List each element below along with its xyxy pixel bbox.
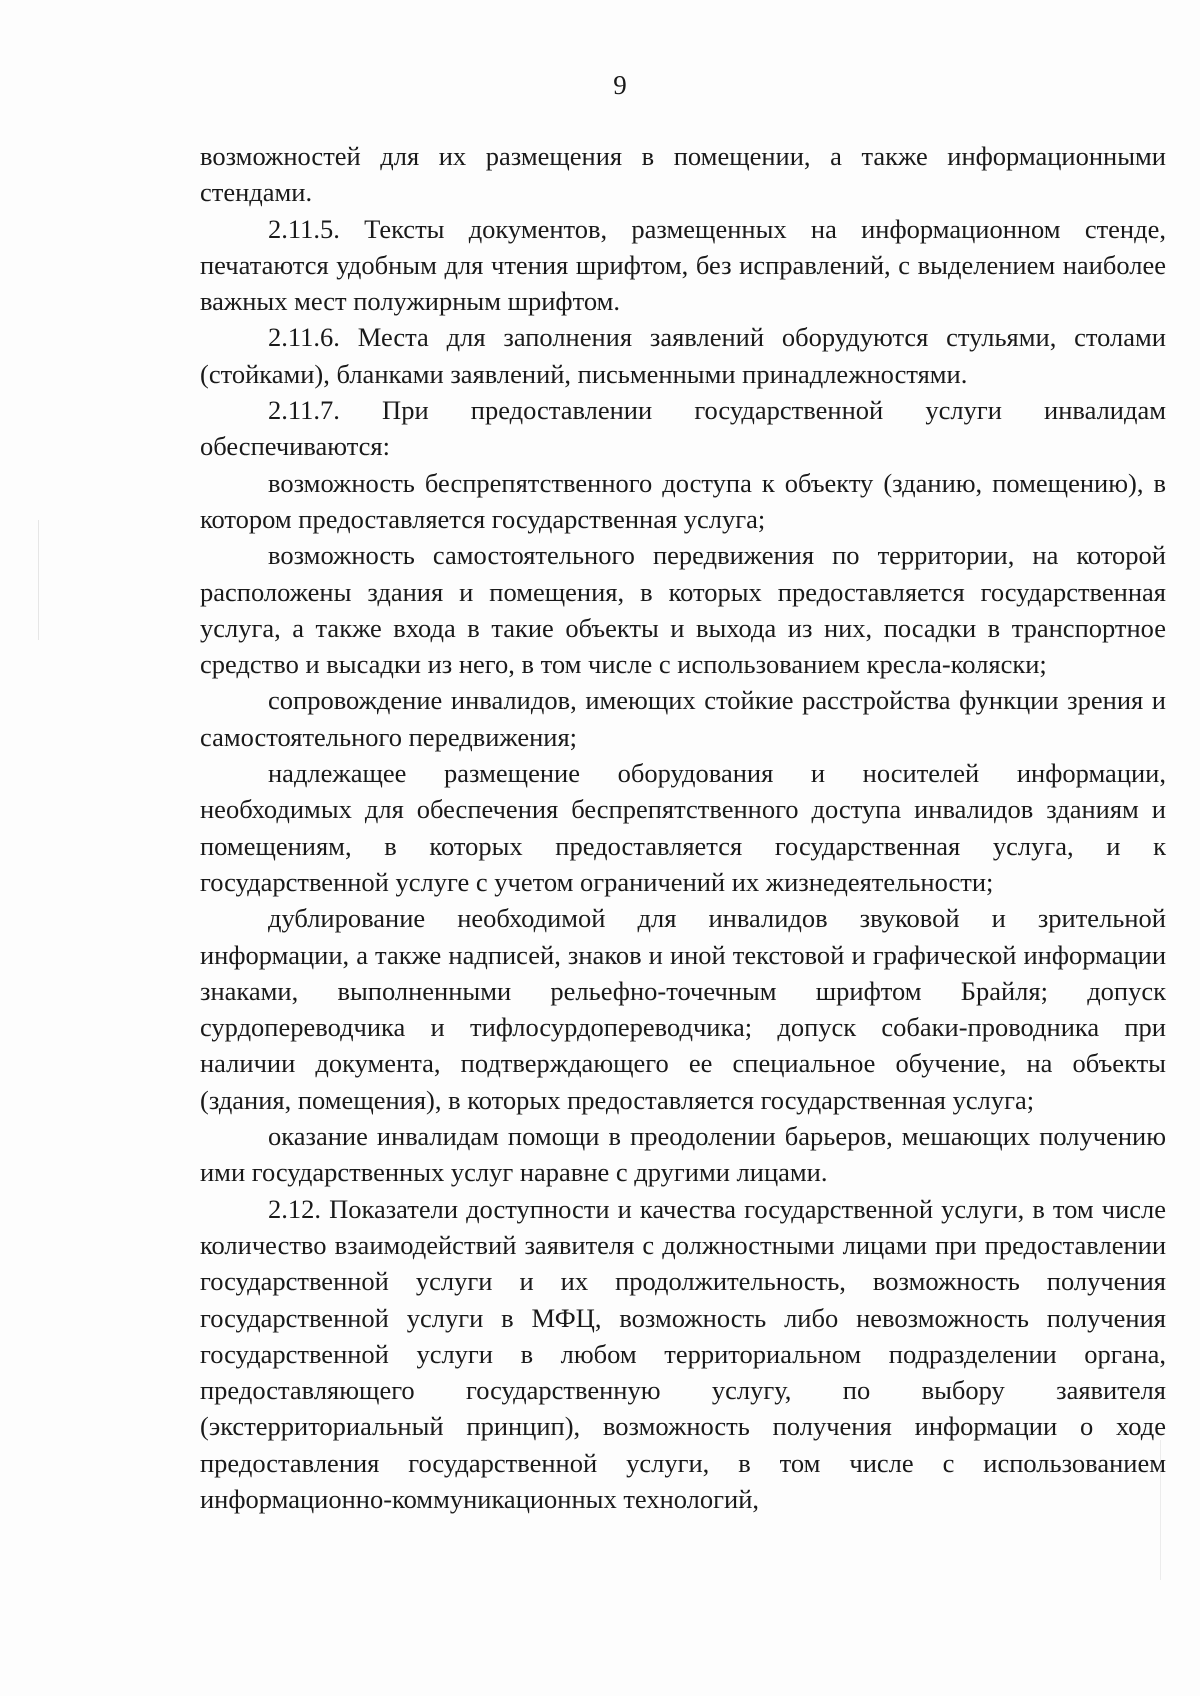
paragraph: возможность беспрепятственного доступа к объекту (зданию, помещению), в котором предоставляется государственная услуга; <box>200 467 1166 534</box>
paragraph: 2.12. Показатели доступности и качества государственной услуги, в том числе количество взаимодействий заявителя с должностными лицами при предоставлении государственной услуги и их продолжительность, возможность получения государственной услуги в МФЦ, возможность либо невозможность получения государственной услуги в любом территориальном подразделении органа, предоставляющего государственную услугу, по выбору заявителя (экстерриториальный принцип), возможность получения информации о ходе предоставления государственной услуги, в том числе с использованием информационно-коммуникационных технологий, <box>200 1193 1166 1514</box>
paragraph: 2.11.6. Места для заполнения заявлений оборудуются стульями, столами (стойками), бланками заявлений, письменными принадлежностями. <box>200 322 1166 389</box>
paragraph: возможностей для их размещения в помещении, а также информационными стендами. <box>200 141 1166 208</box>
paragraph: надлежащее размещение оборудования и носителей информации, необходимых для обеспечения беспрепятственного доступа инвалидов зданиям и помещениям, в которых предоставляется государственная услуга, и к государственной услуге с учетом ограничений их жизнедеятельности; <box>200 758 1166 897</box>
paragraph: 2.11.5. Тексты документов, размещенных на информационном стенде, печатаются удобным для чтения шрифтом, без исправлений, с выделением наиболее важных мест полужирным шрифтом. <box>200 213 1166 317</box>
paragraph: сопровождение инвалидов, имеющих стойкие расстройства функции зрения и самостоятельного передвижения; <box>200 685 1166 752</box>
scan-artifact-left <box>38 520 39 640</box>
paragraph: дублирование необходимой для инвалидов звуковой и зрительной информации, а также надписей, знаков и иной текстовой и графической информации знаками, выполненными рельефно-точечным шрифтом Брайля; допуск сурдопереводчика и тифлосурдопереводчика; допуск собаки-проводника при наличии документа, подтверждающего ее специальное обучение, на объекты (здания, помещения), в которых предоставляется государственная услуга; <box>200 903 1166 1115</box>
paragraph: оказание инвалидам помощи в преодолении барьеров, мешающих получению ими государственных услуг наравне с другими лицами. <box>200 1121 1166 1188</box>
page-number: 9 <box>613 70 627 100</box>
paragraph: 2.11.7. При предоставлении государственной услуги инвалидам обеспечиваются: <box>200 395 1166 462</box>
paragraph: возможность самостоятельного передвижения по территории, на которой расположены здания и помещения, в которых предоставляется государственная услуга, а также входа в такие объекты и выхода из них, посадки в транспортное средство и высадки из него, в том числе с использованием кресла-коляски; <box>200 540 1166 680</box>
document-body <box>200 138 1166 1517</box>
